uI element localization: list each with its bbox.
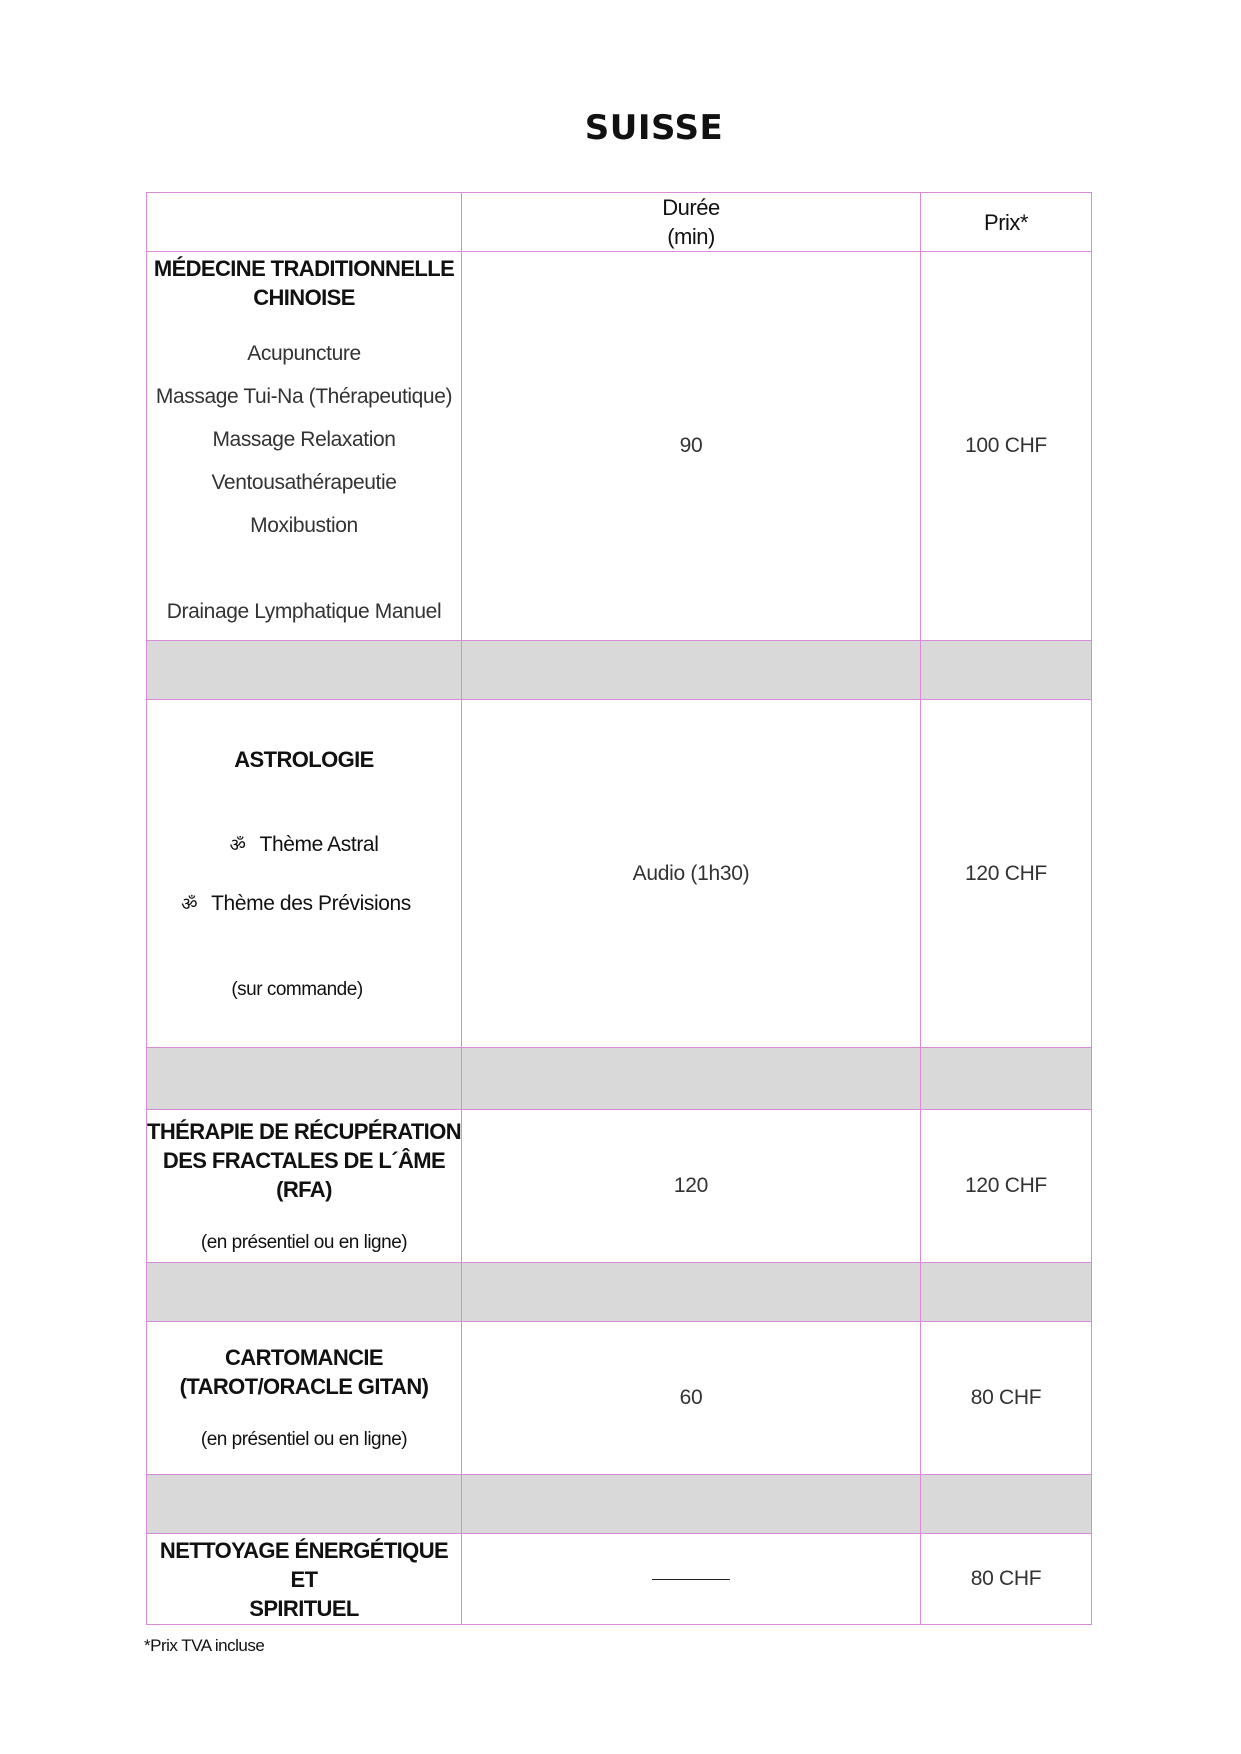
- duration-cell: 90: [462, 252, 921, 641]
- list-item-label: Thème Astral: [259, 832, 379, 856]
- service-title-line1: THÉRAPIE DE RÉCUPÉRATION: [147, 1118, 461, 1144]
- separator-row: [147, 1263, 1092, 1322]
- list-item: [131, 889, 461, 919]
- service-title-line1: MÉDECINE TRADITIONNELLE: [153, 256, 455, 281]
- service-title-line3: (RFA): [276, 1176, 332, 1202]
- list-item: Massage Relaxation: [212, 428, 396, 451]
- price-cell: 120 CHF: [921, 700, 1092, 1048]
- service-title-line2: (TAROT/ORACLE GITAN): [179, 1374, 429, 1399]
- service-cell-astrologie: [147, 700, 462, 1048]
- service-note: (sur commande): [231, 978, 363, 1000]
- list-item: Drainage Lymphatique Manuel: [166, 600, 442, 623]
- header-duration-label: Durée: [662, 195, 720, 220]
- duration-cell: 60: [462, 1322, 921, 1475]
- header-duration-unit: (min): [667, 224, 715, 249]
- list-item: Acupuncture: [247, 342, 361, 365]
- page-title: SUISSE: [584, 108, 724, 148]
- service-title-line1: NETTOYAGE ÉNERGÉTIQUE ET: [159, 1538, 449, 1592]
- price-cell: 80 CHF: [921, 1322, 1092, 1475]
- list-item: Moxibustion: [250, 514, 358, 537]
- service-title-line2: DES FRACTALES DE L´ÂME: [162, 1147, 446, 1173]
- header-empty-cell: [147, 193, 462, 252]
- separator-row: [147, 641, 1092, 700]
- list-item: Ventousathérapeutie: [211, 471, 397, 494]
- separator-row: [147, 1048, 1092, 1110]
- service-title-line2: CHINOISE: [253, 285, 355, 310]
- table-row-mtc: [147, 252, 1092, 641]
- price-table: [146, 192, 1092, 1625]
- duration-cell: Audio (1h30): [462, 700, 921, 1048]
- list-item: Massage Tui-Na (Thérapeutique): [155, 385, 453, 408]
- duration-cell: [462, 1534, 921, 1625]
- service-cell-rfa: [147, 1110, 462, 1263]
- footnote: *Prix TVA incluse: [144, 1636, 265, 1655]
- header-price: Prix*: [921, 193, 1092, 252]
- header-duration: [462, 193, 921, 252]
- price-cell: 80 CHF: [921, 1534, 1092, 1625]
- table-row-cartomancie: [147, 1322, 1092, 1475]
- service-note: (en présentiel ou en ligne): [200, 1231, 408, 1253]
- list-item: [147, 830, 461, 860]
- table-header-row: [147, 193, 1092, 252]
- price-cell: 100 CHF: [921, 252, 1092, 641]
- dash-line-icon: [652, 1579, 730, 1580]
- service-cell-cartomancie: [147, 1322, 462, 1475]
- om-icon: ॐ: [181, 893, 198, 915]
- service-cell-mtc: [147, 252, 462, 641]
- service-cell-nettoyage: [147, 1534, 462, 1625]
- service-note: (en présentiel ou en ligne): [200, 1429, 408, 1450]
- table-row-nettoyage: [147, 1534, 1092, 1625]
- service-title-line1: CARTOMANCIE: [225, 1345, 383, 1370]
- table-row-rfa: [147, 1110, 1092, 1263]
- price-cell: 120 CHF: [921, 1110, 1092, 1263]
- duration-cell: 120: [462, 1110, 921, 1263]
- service-title: ASTROLOGIE: [234, 746, 374, 772]
- separator-row: [147, 1475, 1092, 1534]
- list-item-label: Thème des Prévisions: [211, 891, 411, 915]
- service-title-line2: SPIRITUEL: [249, 1596, 359, 1621]
- om-icon: ॐ: [229, 834, 246, 856]
- table-row-astrologie: [147, 700, 1092, 1048]
